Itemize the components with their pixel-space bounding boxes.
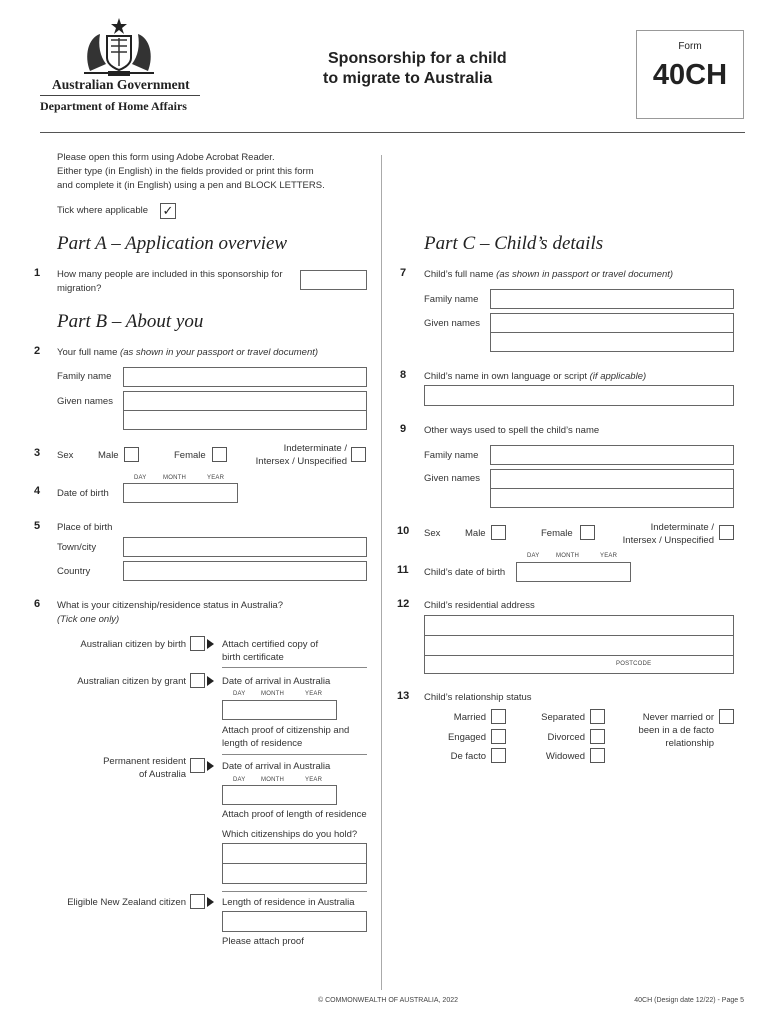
separated-label: Separated [541, 712, 585, 723]
intro-line3: and complete it (in English) using a pen and BLOCK LETTERS. [57, 180, 325, 191]
c-dob-field[interactable] [516, 562, 631, 582]
q13-label: Child’s relationship status [424, 692, 532, 703]
engaged-checkbox[interactable] [491, 729, 506, 744]
postcode-label: POSTCODE [616, 661, 652, 667]
part-a-title: Part A – Application overview [57, 233, 288, 254]
government-crest [78, 16, 160, 78]
b-indeterminate-label: Indeterminate / Intersex / Unspecified [255, 443, 347, 467]
q12-label: Child’s residential address [424, 600, 535, 611]
b-male-checkbox[interactable] [124, 447, 139, 462]
opt1-note: Attach certified copy of birth certificate [222, 639, 319, 663]
tick-label: Tick where applicable [57, 205, 148, 216]
b-day-label: DAY [134, 475, 147, 481]
citizenships-field-2[interactable] [222, 863, 367, 884]
b-indeterminate-checkbox[interactable] [351, 447, 366, 462]
c9-family-label: Family name [424, 450, 479, 461]
opt1-checkbox[interactable] [190, 636, 205, 651]
q7-number: 7 [400, 267, 407, 279]
c-sex-label: Sex [424, 528, 441, 539]
c-day-label: DAY [527, 553, 540, 559]
intro-line2: Either type (in English) in the fields provided or print this form [57, 166, 314, 177]
b-pob-label: Place of birth [57, 522, 113, 533]
b-country-label: Country [57, 566, 91, 577]
separated-checkbox[interactable] [590, 709, 605, 724]
opt3-year-label: YEAR [305, 777, 323, 783]
column-divider [381, 155, 382, 990]
opt3-arrival-date-field[interactable] [222, 785, 337, 805]
c-address-field-1[interactable] [424, 615, 734, 636]
b-male-label: Male [98, 450, 119, 461]
opt3-arrival-label: Date of arrival in Australia [222, 761, 331, 772]
q3-number: 3 [34, 447, 41, 459]
opt3-month-label: MONTH [261, 777, 284, 783]
q5-number: 5 [34, 520, 41, 532]
opt2-label: Australian citizen by grant [77, 676, 186, 687]
c-family-label: Family name [424, 294, 479, 305]
c-indeterminate-checkbox[interactable] [719, 525, 734, 540]
q1-label: How many people are included in this sponsorship for [57, 269, 283, 280]
b-given-names-field-2[interactable] [123, 410, 367, 430]
c-year-label: YEAR [600, 553, 618, 559]
never-married-label: Never married or been in a de facto relationship [638, 712, 714, 749]
opt2-arrival-date-field[interactable] [222, 700, 337, 720]
b-dob-field[interactable] [123, 483, 238, 503]
q13-number: 13 [397, 690, 410, 702]
opt4-proof-note: Please attach proof [222, 936, 304, 947]
c-month-label: MONTH [556, 553, 579, 559]
form-label: Form [678, 41, 702, 52]
q11-number: 11 [397, 564, 409, 576]
c-given-names-field-2[interactable] [490, 332, 734, 352]
married-checkbox[interactable] [491, 709, 506, 724]
people-count-field[interactable] [300, 270, 367, 290]
arrow-icon [207, 897, 214, 907]
opt3-label: Permanent resident of Australia [103, 756, 186, 780]
b-female-checkbox[interactable] [212, 447, 227, 462]
form-title-line2: to migrate to Australia [323, 70, 493, 87]
q9-label: Other ways used to spell the child’s name [424, 425, 600, 436]
widowed-checkbox[interactable] [590, 748, 605, 763]
opt2-arrival-label: Date of arrival in Australia [222, 676, 331, 687]
c-own-language-name-field[interactable] [424, 385, 734, 406]
form-number: 40CH [652, 59, 728, 91]
engaged-label: Engaged [447, 732, 486, 743]
b-year-label: YEAR [207, 475, 225, 481]
c-other-given-names-field-1[interactable] [490, 469, 734, 489]
q8-label: Child’s name in own language or script (if applicable) [424, 371, 647, 382]
part-c-title: Part C – Child’s details [424, 233, 604, 254]
opt4-label: Eligible New Zealand citizen [67, 897, 186, 908]
opt3-day-label: DAY [233, 777, 246, 783]
b-town-label: Town/city [57, 542, 97, 553]
form-number-box [636, 30, 744, 119]
b-town-field[interactable] [123, 537, 367, 557]
divorced-checkbox[interactable] [590, 729, 605, 744]
defacto-label: De facto [450, 751, 486, 762]
b-sex-label: Sex [57, 450, 74, 461]
q4-number: 4 [34, 485, 41, 497]
q12-number: 12 [397, 598, 410, 610]
c-other-family-name-field[interactable] [490, 445, 734, 465]
q1-number: 1 [34, 267, 41, 279]
c9-given-label: Given names [424, 473, 480, 484]
q1-label-2: migration? [57, 283, 102, 294]
c-given-names-field-1[interactable] [490, 313, 734, 333]
never-married-checkbox[interactable] [719, 709, 734, 724]
c-female-label: Female [541, 528, 573, 539]
q6-label: What is your citizenship/residence status in Australia? [57, 600, 283, 611]
form-title-line1: Sponsorship for a child [328, 50, 507, 67]
opt4-residence-field[interactable] [222, 911, 367, 932]
arrow-icon [207, 676, 214, 686]
c-male-label: Male [465, 528, 486, 539]
q2-label: Your full name (as shown in your passport or travel document) [57, 347, 319, 358]
c-address-field-2[interactable] [424, 635, 734, 656]
c-indeterminate-label: Indeterminate / Intersex / Unspecified [622, 522, 714, 546]
government-name: Australian Government [52, 77, 190, 92]
c-female-checkbox[interactable] [580, 525, 595, 540]
b-female-label: Female [174, 450, 206, 461]
opt2-year-label: YEAR [305, 691, 323, 697]
q11-label: Child’s date of birth [424, 567, 506, 578]
opt2-day-label: DAY [233, 691, 246, 697]
b-country-field[interactable] [123, 561, 367, 581]
q6-note: (Tick one only) [57, 614, 120, 625]
defacto-checkbox[interactable] [491, 748, 506, 763]
opt4-checkbox[interactable] [190, 894, 205, 909]
opt1-label: Australian citizen by birth [80, 639, 186, 650]
opt2-month-label: MONTH [261, 691, 284, 697]
q10-number: 10 [397, 525, 410, 537]
opt3-checkbox[interactable] [190, 758, 205, 773]
copyright: © COMMONWEALTH OF AUSTRALIA, 2022 [318, 997, 458, 1004]
part-b-title: Part B – About you [57, 311, 204, 332]
citizenships-field-1[interactable] [222, 843, 367, 864]
b-family-name-field[interactable] [123, 367, 367, 387]
opt2-checkbox[interactable] [190, 673, 205, 688]
b-given-names-field-1[interactable] [123, 391, 367, 411]
opt3-citizenships-label: Which citizenships do you hold? [222, 829, 358, 840]
q9-number: 9 [400, 423, 407, 435]
arrow-icon [207, 639, 214, 649]
c-postcode-field[interactable] [424, 655, 734, 674]
q6-number: 6 [34, 598, 41, 610]
divorced-label: Divorced [547, 732, 585, 743]
opt4-residence-label: Length of residence in Australia [222, 897, 355, 908]
b-month-label: MONTH [163, 475, 186, 481]
c-family-name-field[interactable] [490, 289, 734, 309]
c-other-given-names-field-2[interactable] [490, 488, 734, 508]
opt2-note: Attach proof of citizenship and length of residence [222, 725, 350, 749]
tick-example-checkbox: ✓ [160, 203, 176, 219]
c-male-checkbox[interactable] [491, 525, 506, 540]
c-given-label: Given names [424, 318, 480, 329]
page-number: 40CH (Design date 12/22) - Page 5 [634, 997, 744, 1004]
department-name: Department of Home Affairs [40, 99, 187, 113]
opt3-proof-note: Attach proof of length of residence [222, 809, 367, 820]
q7-label: Child’s full name (as shown in passport or travel document) [424, 269, 674, 280]
b-given-label: Given names [57, 396, 113, 407]
arrow-icon [207, 761, 214, 771]
married-label: Married [453, 712, 486, 723]
b-dob-label: Date of birth [57, 488, 109, 499]
q8-number: 8 [400, 369, 407, 381]
intro-line1: Please open this form using Adobe Acrobat Reader. [57, 152, 275, 163]
widowed-label: Widowed [545, 751, 585, 762]
b-family-label: Family name [57, 371, 112, 382]
q2-number: 2 [34, 345, 41, 357]
